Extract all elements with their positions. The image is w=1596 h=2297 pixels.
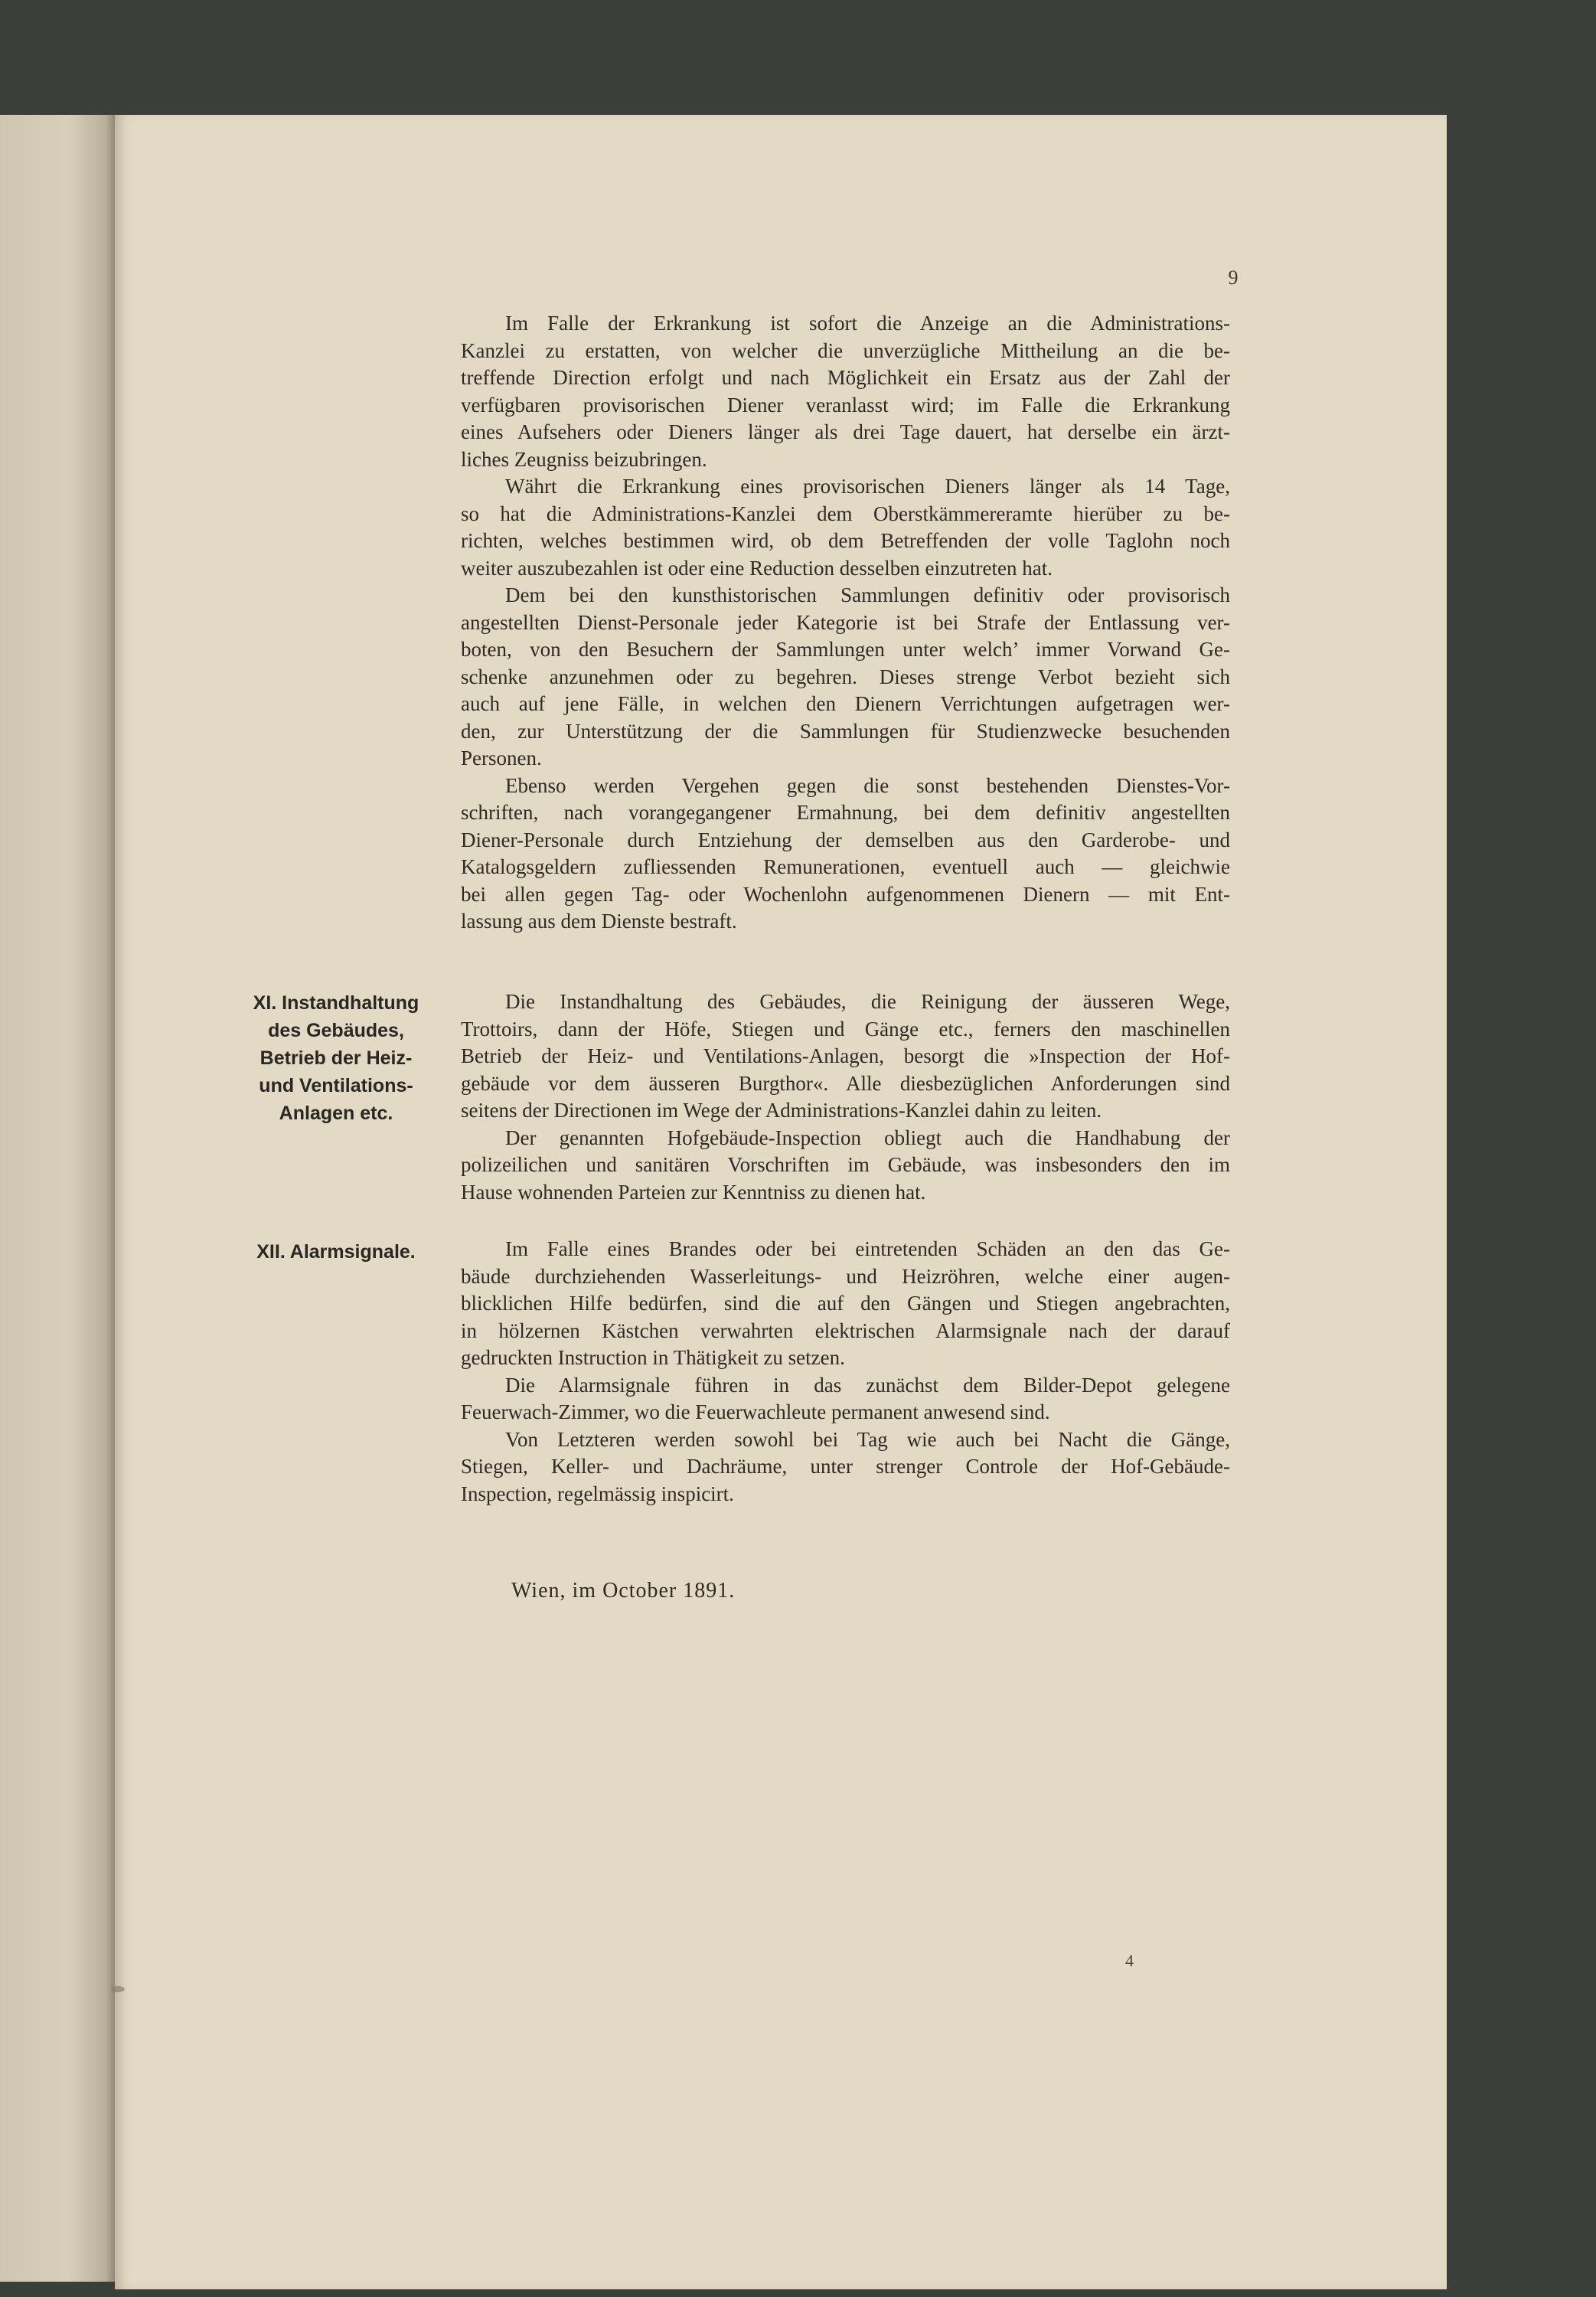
text-line: lassung aus dem Dienste bestraft.: [461, 910, 737, 933]
text-line: in hölzernen Kästchen verwahrten elektrischen Alarmsignale nach der darauf: [461, 1318, 1230, 1342]
text-line: Ebenso werden Vergehen gegen die sonst bestehenden Dienstes-Vor-: [505, 773, 1230, 797]
facing-page-edge: [0, 115, 115, 2282]
paragraph: [461, 1125, 1230, 1207]
section-heading-xii: [230, 1238, 442, 1266]
text-line: Hause wohnenden Parteien zur Kenntniss zu dienen hat.: [461, 1180, 926, 1204]
text-line: Im Falle eines Brandes oder bei eintretenden Schäden an den das Ge-: [505, 1237, 1230, 1260]
paragraph: [461, 310, 1230, 473]
heading-line: und Ventilations-: [259, 1075, 413, 1096]
text-line: Im Falle der Erkrankung ist sofort die Anzeige an die Administrations-: [505, 312, 1230, 335]
text-line: bäude durchziehenden Wasserleitungs- und Heizröhren, welche einer augen-: [461, 1264, 1230, 1288]
text-line: Personen.: [461, 747, 542, 769]
text-line: gedruckten Instruction in Thätigkeit zu setzen.: [461, 1346, 845, 1369]
text-line: Katalogsgeldern zufliessenden Remunerationen, eventuell auch — gleichwie: [461, 855, 1230, 878]
text-line: Stiegen, Keller- und Dachräume, unter strenger Controle der Hof-Gebäude-: [461, 1455, 1230, 1478]
text-line: Dem bei den kunsthistorischen Sammlungen definitiv oder provisorisch: [505, 583, 1230, 606]
paragraph: [461, 1236, 1230, 1372]
paragraph: [461, 582, 1230, 773]
paragraph: [461, 773, 1230, 936]
section-heading-xi: [230, 989, 442, 1127]
text-line: angestellten Dienst-Personale jeder Kategorie ist bei Strafe der Entlassung ver-: [461, 610, 1230, 634]
text-line: den, zur Unterstützung der die Sammlungen für Studienzwecke besuchenden: [461, 719, 1230, 743]
text-line: liches Zeugniss beizubringen.: [461, 447, 707, 471]
text-line: blicklichen Hilfe bedürfen, sind die auf den Gängen und Stiegen angebrachten,: [461, 1292, 1230, 1315]
text-line: Die Alarmsignale führen in das zunächst dem Bilder-Depot gelegene: [505, 1373, 1230, 1397]
text-line: Feuerwach-Zimmer, wo die Feuerwachleute permanent anwesend sind.: [461, 1400, 1050, 1423]
paragraph: [461, 988, 1230, 1125]
paragraph: [461, 1426, 1230, 1508]
text-line: Kanzlei zu erstatten, von welcher die unverzügliche Mittheilung an die be-: [461, 338, 1230, 362]
text-line: schriften, nach vorangegangener Ermahnung, bei dem definitiv angestellten: [461, 801, 1230, 824]
text-line: verfügbaren provisorischen Diener veranlasst wird; im Falle die Erkrankung: [461, 393, 1230, 417]
text-line: auch auf jene Fälle, in welchen den Dienern Verrichtungen aufgetragen wer-: [461, 692, 1230, 715]
text-line: bei allen gegen Tag- oder Wochenlohn aufgenommenen Dienern — mit Ent-: [461, 882, 1230, 906]
text-line: polizeilichen und sanitären Vorschriften im Gebäude, was insbesonders den im: [461, 1153, 1230, 1176]
text-line: Betrieb der Heiz- und Ventilations-Anlagen, besorgt die »Inspection der Hof-: [461, 1044, 1230, 1067]
heading-line: Anlagen etc.: [279, 1103, 393, 1124]
text-line: Von Letzteren werden sowohl bei Tag wie auch bei Nacht die Gänge,: [505, 1427, 1230, 1451]
paragraph: [461, 1372, 1230, 1426]
text-line: gebäude vor dem äusseren Burgthor«. Alle diesbezüglichen Anforderungen sind: [461, 1071, 1230, 1095]
text-line: weiter auszubezahlen ist oder eine Reduction desselben einzutreten hat.: [461, 556, 1053, 580]
text-line: eines Aufsehers oder Dieners länger als drei Tage dauert, hat derselbe ein ärzt-: [461, 420, 1230, 443]
text-line: Diener-Personale durch Entziehung der demselben aus den Garderobe- und: [461, 828, 1230, 851]
text-line: so hat die Administrations-Kanzlei dem Oberstkämmereramte hierüber zu be-: [461, 502, 1230, 525]
section-text-xi: [461, 988, 1230, 1206]
text-line: Trottoirs, dann der Höfe, Stiegen und Gänge etc., ferners den maschinellen: [461, 1017, 1230, 1041]
text-line: boten, von den Besuchern der Sammlungen unter welch’ immer Vorwand Ge-: [461, 638, 1230, 661]
body-text-top: [461, 310, 1230, 936]
text-line: treffende Direction erfolgt und nach Möglichkeit ein Ersatz aus der Zahl der: [461, 366, 1230, 389]
section-text-xii: [461, 1236, 1230, 1508]
text-line: seitens der Directionen im Wege der Administrations-Kanzlei dahin zu leiten.: [461, 1099, 1102, 1122]
text-line: Inspection, regelmässig inspicirt.: [461, 1482, 734, 1505]
text-line: Währt die Erkrankung eines provisorischen Dieners länger als 14 Tage,: [505, 475, 1230, 498]
heading-line: XI. Instandhaltung: [253, 992, 419, 1014]
sheet-mark: 4: [1125, 1951, 1134, 1970]
text-line: richten, welches bestimmen wird, ob dem Betreffenden der volle Taglohn noch: [461, 529, 1230, 552]
page-number: 9: [1228, 266, 1239, 289]
heading-line: Betrieb der Heiz-: [259, 1047, 413, 1069]
text-line: Der genannten Hofgebäude-Inspection obliegt auch die Handhabung der: [505, 1126, 1230, 1149]
text-line: schenke anzunehmen oder zu begehren. Dieses strenge Verbot bezieht sich: [461, 665, 1230, 688]
paper-stain: [111, 1986, 125, 1992]
paragraph: [461, 473, 1230, 582]
date-line: Wien, im October 1891.: [511, 1579, 736, 1603]
heading-line: XII. Alarmsignale.: [256, 1241, 416, 1263]
heading-line: des Gebäudes,: [268, 1020, 404, 1041]
text-line: Die Instandhaltung des Gebäudes, die Reinigung der äusseren Wege,: [505, 990, 1230, 1013]
